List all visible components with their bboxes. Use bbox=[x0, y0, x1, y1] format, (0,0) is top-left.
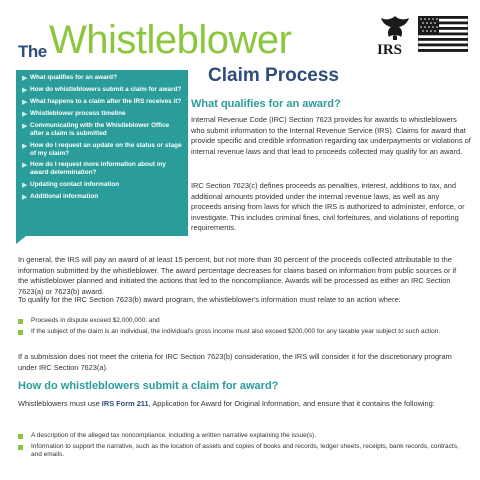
toc-item-submit-claim[interactable] bbox=[22, 86, 182, 95]
toc-item-what-qualifies[interactable] bbox=[22, 74, 182, 83]
toc-item-label: What happens to a claim after the IRS receives it? bbox=[30, 98, 182, 105]
paragraph: If a submission does not meet the criteria for IRC Section 7623(b) consideration, the IRS will consider it for the discretionary program under IRC Section 7623(a). bbox=[18, 352, 452, 372]
paragraph: To qualify for the IRC Section 7623(b) award program, the whistleblower's information must relate to an action where: bbox=[18, 295, 401, 304]
triangle-right-icon: ▶ bbox=[22, 87, 28, 94]
list-item-text: Information to support the narrative, such as the location of assets and copies of books and records, ledger sheets, receipts, bank records, contracts, and emails. bbox=[31, 443, 459, 459]
triangle-right-icon: ▶ bbox=[22, 162, 28, 170]
paragraph: In general, the IRS will pay an award of at least 15 percent, but not more than 30 percent of the proceeds collected attributable to the information submitted by the whistleblower. The award percentage decreases for claims based on information from public sources or if the whistleblower planned and initiated the actions that led to the noncompliance. Awards will be processed as either an IRC Section 7623(a) or 7623(b) award. bbox=[18, 255, 457, 296]
toc-item-label: Additional information bbox=[30, 192, 99, 200]
triangle-right-icon: ▶ bbox=[22, 193, 28, 201]
list-item-text: A description of the alleged tax noncompliance, including a written narrative explaining the issue(s). bbox=[31, 432, 317, 439]
triangle-right-icon: ▶ bbox=[22, 142, 28, 150]
paragraph-text: Whistleblowers must use bbox=[18, 399, 102, 408]
square-bullet-icon bbox=[18, 434, 23, 439]
triangle-right-icon: ▶ bbox=[22, 99, 28, 106]
list-item bbox=[18, 432, 468, 440]
page-subtitle: Claim Process bbox=[208, 65, 339, 86]
toc-item-communicating[interactable] bbox=[22, 122, 182, 139]
paragraph: IRC Section 7623(c) defines proceeds as penalties, interest, additions to tax, and additional amounts provided under the internal revenue laws, as well as any proceeds arising from laws for which the IRS is authorized to administer, enforce, or investigate. This includes criminal fines, civil forfeitures, and violations of reporting requirements. bbox=[191, 181, 465, 233]
toc-item-status-update[interactable] bbox=[22, 142, 182, 159]
list-item-text: If the subject of the claim is an individual, the individual's gross income must also exceed $200,000 for any taxable year subject to such action. bbox=[31, 328, 441, 336]
page-title-prefix: The bbox=[18, 42, 47, 61]
toc-item-timeline[interactable] bbox=[22, 110, 182, 119]
paragraph: Internal Revenue Code (IRC) Section 7623 provides for awards to whistleblowers who submit information to the Internal Revenue Service (IRS). Claims for award that provide specific and credible information regarding tax underpayments or violations of internal revenue laws and that lead to proceeds collected may qualify for an award. bbox=[191, 115, 471, 156]
irs-logo-text: IRS bbox=[377, 42, 403, 58]
us-flag-icon bbox=[418, 16, 468, 52]
square-bullet-icon bbox=[18, 330, 23, 335]
toc-item-additional-info[interactable] bbox=[22, 193, 182, 202]
list-item bbox=[18, 317, 468, 325]
square-bullet-icon bbox=[18, 445, 23, 450]
triangle-right-icon: ▶ bbox=[22, 123, 28, 130]
list-item-text: Proceeds in dispute exceed $2,000,000; and bbox=[31, 317, 160, 324]
toc-item-contact-info[interactable] bbox=[22, 181, 182, 190]
list-item bbox=[18, 443, 468, 459]
toc-item-label: Whistleblower process timeline bbox=[30, 110, 126, 117]
toc-item-label: How do I request an update on the status or stage of my claim? bbox=[30, 141, 182, 157]
form-211-link[interactable]: IRS Form 211 bbox=[101, 399, 149, 408]
criteria-list bbox=[18, 317, 468, 339]
toc-corner-decoration bbox=[16, 236, 26, 244]
table-of-contents bbox=[16, 70, 188, 236]
paragraph bbox=[18, 399, 468, 410]
toc-item-label: How do whistleblowers submit a claim for award? bbox=[30, 86, 182, 93]
triangle-right-icon: ▶ bbox=[22, 111, 28, 118]
toc-item-after-receipt[interactable] bbox=[22, 98, 182, 107]
toc-item-label: What qualifies for an award? bbox=[30, 74, 117, 81]
list-item bbox=[18, 328, 468, 336]
toc-item-label: Communicating with the Whistleblower Office after a claim is submitted bbox=[30, 122, 170, 138]
toc-item-award-info[interactable] bbox=[22, 161, 182, 178]
section-heading-submit-claim: How do whistleblowers submit a claim for award? bbox=[18, 380, 279, 392]
toc-item-label: How do I request more information about my award determination? bbox=[30, 161, 166, 177]
section-heading-what-qualifies: What qualifies for an award? bbox=[191, 98, 341, 110]
triangle-right-icon: ▶ bbox=[22, 181, 28, 189]
triangle-right-icon: ▶ bbox=[22, 75, 28, 82]
square-bullet-icon bbox=[18, 319, 23, 324]
toc-item-label: Updating contact information bbox=[30, 180, 120, 188]
paragraph-text: , Application for Award for Original Information, and ensure that it contains the following: bbox=[148, 399, 435, 408]
page-title-main: Whistleblower bbox=[49, 18, 292, 62]
requirements-list bbox=[18, 432, 468, 463]
